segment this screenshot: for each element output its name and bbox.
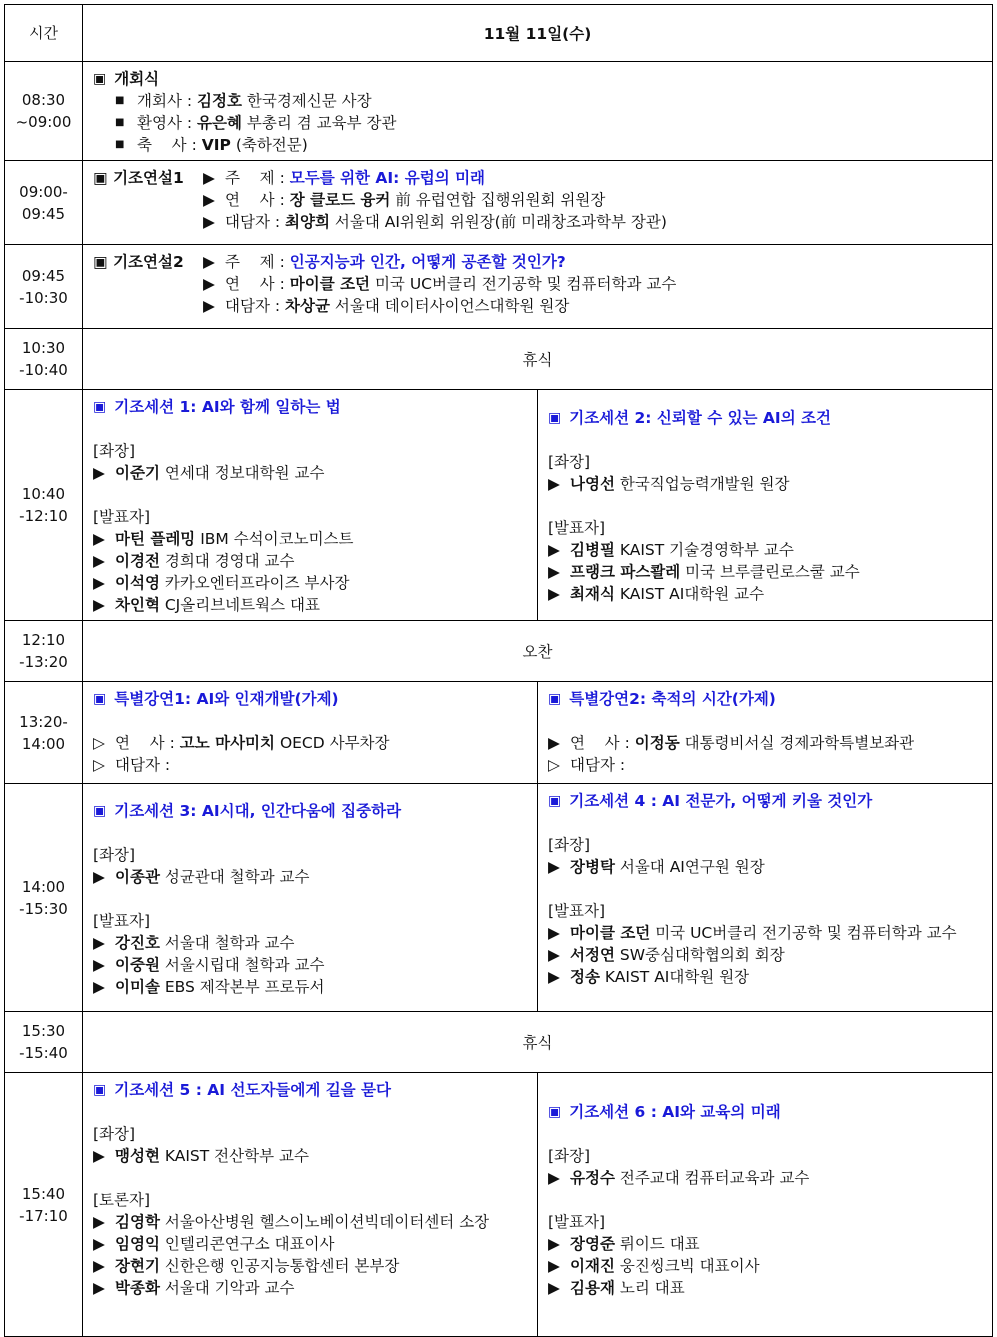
time-cell: 09:00- 09:45 bbox=[5, 161, 83, 245]
arrow-icon: ▶ bbox=[548, 1169, 560, 1187]
session3-cell: ▣ 기조세션 3: AI시대, 인간다움에 집중하라 [좌장] ▶ 이종관 성균관대 철학과 교수 [발표자] ▶ 강진호 서울대 철학과 교수 ▶ 이중원 서울시립대 철학과 교수 ▶ 이미솔 EBS 제작본부 프로듀서 bbox=[83, 784, 538, 1012]
list-item: ■ 개회사 : 김정호 한국경제신문 사장 bbox=[115, 90, 984, 112]
time-cell: 08:30 ~09:00 bbox=[5, 62, 83, 161]
speaker-name: 마이클 조던 bbox=[289, 275, 371, 293]
hollow-arrow-icon: ▷ bbox=[93, 756, 105, 774]
time-header: 시간 bbox=[5, 5, 83, 62]
row-special bbox=[5, 682, 993, 784]
arrow-icon: ▶ bbox=[93, 933, 105, 952]
opening-cell bbox=[83, 62, 993, 161]
box-icon: ▣ bbox=[93, 71, 107, 87]
arrow-icon: ▶ bbox=[548, 585, 560, 603]
row-break1 bbox=[5, 329, 993, 390]
arrow-icon: ▶ bbox=[93, 552, 105, 570]
arrow-icon: ▶ bbox=[93, 867, 105, 886]
time-cell: 15:40 -17:10 bbox=[5, 1073, 83, 1337]
arrow-icon: ▶ bbox=[548, 734, 560, 752]
session1-cell: ▣ 기조세션 1: AI와 함께 일하는 법 [좌장] ▶ 이준기 연세대 정보대학원 교수 [발표자] ▶ 마틴 플레밍 IBM 수석이코노미스트 ▶ 이경전 경희대 경영대 교수 ▶ 이석영 카카오엔터프라이즈 부사장 ▶ 차인혁 CJ올리브네트웍스 대표 bbox=[83, 390, 538, 621]
arrow-icon: ▶ bbox=[203, 213, 215, 231]
arrow-icon: ▶ bbox=[203, 191, 215, 209]
arrow-icon: ▶ bbox=[548, 1257, 560, 1275]
time-cell: 09:45 -10:30 bbox=[5, 245, 83, 329]
arrow-icon: ▶ bbox=[548, 563, 560, 581]
schedule-table bbox=[4, 4, 993, 1337]
arrow-icon: ▶ bbox=[203, 169, 215, 187]
arrow-icon: ▶ bbox=[203, 275, 215, 293]
row-break2 bbox=[5, 1012, 993, 1073]
special2-cell: ▣ 특별강연2: 축적의 시간(가제) ▶ 연 사 : 이정동 대통령비서실 경제과학특별보좌관 ▷ 대담자 : bbox=[538, 682, 993, 784]
session-title: ▣ 기조연설1 bbox=[93, 169, 184, 187]
speaker-name: 장 클로드 융커 bbox=[289, 191, 391, 209]
box-icon: ▣ bbox=[93, 399, 107, 415]
arrow-icon: ▶ bbox=[93, 1147, 105, 1165]
break-cell: 휴식 bbox=[83, 1012, 993, 1073]
session2-cell: ▣ 기조세션 2: 신뢰할 수 있는 AI의 조건 [좌장] ▶ 나영선 한국직업능력개발원 원장 [발표자] ▶ 김병필 KAIST 기술경영학부 교수 ▶ 프랭크 파스콸레 미국 브루클린로스쿨 교수 ▶ 최재식 KAIST AI대학원 교수 bbox=[538, 390, 993, 621]
arrow-icon: ▶ bbox=[548, 1235, 560, 1253]
box-icon: ▣ bbox=[548, 691, 562, 707]
box-icon: ▣ bbox=[93, 1082, 107, 1098]
hollow-arrow-icon: ▷ bbox=[548, 756, 560, 774]
header-row bbox=[5, 5, 993, 62]
arrow-icon: ▶ bbox=[93, 955, 105, 974]
arrow-icon: ▶ bbox=[548, 541, 560, 559]
session5-cell: ▣ 기조세션 5 : AI 선도자들에게 길을 묻다 [좌장] ▶ 맹성현 KAIST 전산학부 교수 [토론자] ▶ 김영학 서울아산병원 헬스이노베이션빅데이터센터 소장 ▶ 임영익 인텔리콘연구소 대표이사 ▶ 장현기 신한은행 인공지능통합센터 본부장 ▶ 박종화 서울대 기악과 교수 bbox=[83, 1073, 538, 1337]
arrow-icon: ▶ bbox=[203, 253, 215, 271]
keynote1-cell: ▣ 기조연설1 ▶ 주 제 : 모두를 위한 AI: 유럽의 미래 ▶ 연 사 : 장 클로드 융커 前 유럽연합 집행위원회 위원장 ▶ 대담자 : 최양희 서울대 AI위원회 위원장(前 미래창조과학부 장관) bbox=[83, 161, 993, 245]
session-title: ▣ 기조세션 1: AI와 함께 일하는 법 bbox=[93, 398, 341, 416]
time-cell: 10:40 -12:10 bbox=[5, 390, 83, 621]
session-title: ▣ 기조연설2 bbox=[93, 253, 184, 271]
special1-cell: ▣ 특별강연1: AI와 인재개발(가제) ▷ 연 사 : 고노 마사미치 OECD 사무차장 ▷ 대담자 : bbox=[83, 682, 538, 784]
time-cell: 13:20- 14:00 bbox=[5, 682, 83, 784]
row-opening bbox=[5, 62, 993, 161]
row-sessions56 bbox=[5, 1073, 993, 1337]
session-title: ▣ 기조세션 6 : AI와 교육의 미래 bbox=[548, 1103, 781, 1121]
host-name: 차상균 bbox=[285, 297, 330, 315]
opening-list bbox=[93, 90, 984, 156]
arrow-icon: ▶ bbox=[203, 297, 215, 315]
date-header: 11월 11일(수) bbox=[83, 5, 993, 62]
session-title: ▣ 기조세션 5 : AI 선도자들에게 길을 묻다 bbox=[93, 1081, 391, 1099]
session-title: ▣ 기조세션 2: 신뢰할 수 있는 AI의 조건 bbox=[548, 409, 832, 427]
arrow-icon: ▶ bbox=[548, 858, 560, 876]
row-sessions12 bbox=[5, 390, 993, 621]
arrow-icon: ▶ bbox=[93, 977, 105, 996]
time-cell: 14:00 -15:30 bbox=[5, 784, 83, 1012]
session-title: ▣ 기조세션 3: AI시대, 인간다움에 집중하라 bbox=[93, 801, 402, 820]
box-icon: ▣ bbox=[548, 1104, 562, 1120]
time-cell: 10:30 -10:40 bbox=[5, 329, 83, 390]
row-lunch bbox=[5, 621, 993, 682]
time-cell: 12:10 -13:20 bbox=[5, 621, 83, 682]
hollow-arrow-icon: ▷ bbox=[93, 734, 105, 752]
session-title: ▣ 특별강연1: AI와 인재개발(가제) bbox=[93, 690, 339, 708]
arrow-icon: ▶ bbox=[93, 1279, 105, 1297]
arrow-icon: ▶ bbox=[93, 530, 105, 548]
topic: 모두를 위한 AI: 유럽의 미래 bbox=[289, 169, 486, 187]
break-cell: 휴식 bbox=[83, 329, 993, 390]
arrow-icon: ▶ bbox=[93, 596, 105, 614]
session-title: ▣ 기조세션 4 : AI 전문가, 어떻게 키울 것인가 bbox=[548, 792, 873, 810]
arrow-icon: ▶ bbox=[93, 1235, 105, 1253]
arrow-icon: ▶ bbox=[548, 946, 560, 964]
box-icon: ▣ bbox=[548, 410, 562, 426]
session-title: ▣ 개회식 bbox=[93, 70, 160, 88]
arrow-icon: ▶ bbox=[548, 968, 560, 986]
arrow-icon: ▶ bbox=[93, 1257, 105, 1275]
list-item: ■ 환영사 : 유은혜 부총리 겸 교육부 장관 bbox=[115, 112, 984, 134]
row-sessions34 bbox=[5, 784, 993, 1012]
session6-cell: ▣ 기조세션 6 : AI와 교육의 미래 [좌장] ▶ 유정수 전주교대 컴퓨터교육과 교수 [발표자] ▶ 장영준 뤼이드 대표 ▶ 이재진 웅진씽크빅 대표이사 ▶ 김용재 노리 대표 bbox=[538, 1073, 993, 1337]
box-icon: ▣ bbox=[93, 169, 108, 187]
arrow-icon: ▶ bbox=[93, 1213, 105, 1231]
box-icon: ▣ bbox=[93, 691, 107, 707]
list-item: ■ 축 사 : VIP (축하전문) bbox=[115, 134, 984, 156]
arrow-icon: ▶ bbox=[93, 464, 105, 482]
session-title: ▣ 특별강연2: 축적의 시간(가제) bbox=[548, 690, 776, 708]
box-icon: ▣ bbox=[548, 793, 562, 809]
arrow-icon: ▶ bbox=[548, 1279, 560, 1297]
time-cell: 15:30 -15:40 bbox=[5, 1012, 83, 1073]
box-icon: ▣ bbox=[93, 802, 107, 819]
row-keynote1 bbox=[5, 161, 993, 245]
arrow-icon: ▶ bbox=[93, 574, 105, 592]
arrow-icon: ▶ bbox=[548, 475, 560, 493]
box-icon: ▣ bbox=[93, 253, 108, 271]
host-name: 최양희 bbox=[285, 213, 330, 231]
session4-cell: ▣ 기조세션 4 : AI 전문가, 어떻게 키울 것인가 [좌장] ▶ 장병탁 서울대 AI연구원 원장 [발표자] ▶ 마이클 조던 미국 UC버클리 전기공학 및 컴퓨터학과 교수 ▶ 서정연 SW중심대학협의회 회장 ▶ 정송 KAIST AI대학원 원장 bbox=[538, 784, 993, 1012]
lunch-cell: 오찬 bbox=[83, 621, 993, 682]
topic: 인공지능과 인간, 어떻게 공존할 것인가? bbox=[289, 253, 566, 271]
keynote2-cell: ▣ 기조연설2 ▶ 주 제 : 인공지능과 인간, 어떻게 공존할 것인가? ▶ 연 사 : 마이클 조던 미국 UC버클리 전기공학 및 컴퓨터학과 교수 ▶ 대담자 : 차상균 서울대 데이터사이언스대학원 원장 bbox=[83, 245, 993, 329]
arrow-icon: ▶ bbox=[548, 924, 560, 942]
row-keynote2 bbox=[5, 245, 993, 329]
